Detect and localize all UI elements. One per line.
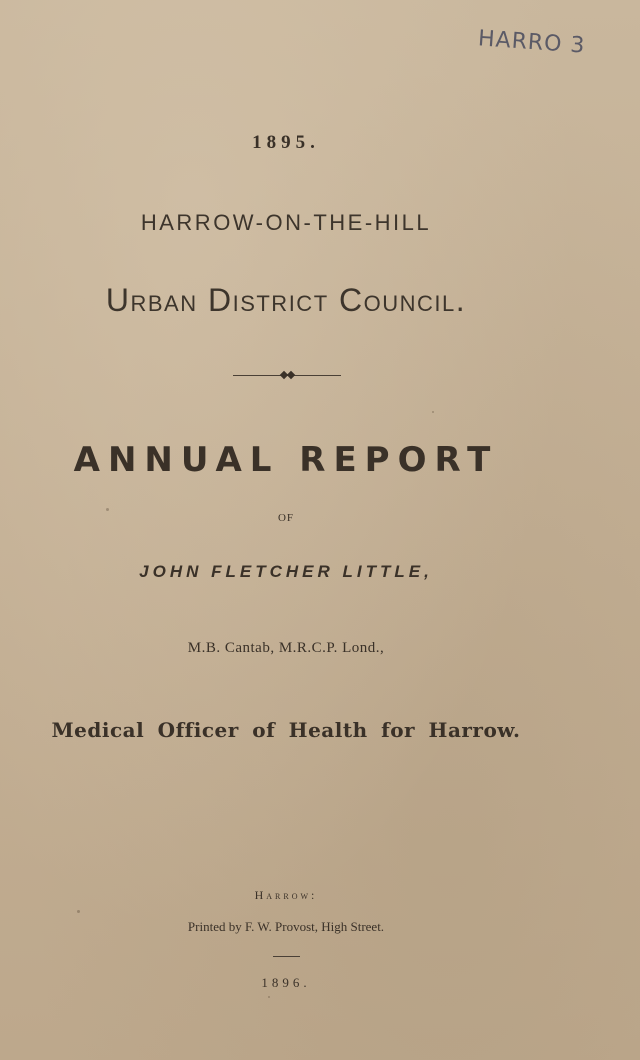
diamond-ornament-icon [287,371,295,379]
imprint-place: Harrow: [254,888,318,902]
paper-speck [432,411,434,413]
author-qualifications: M.B. Cantab, M.R.C.P. Lond., [187,640,385,656]
paper-speck [268,996,270,998]
report-year: 1895. [252,132,320,153]
authority-heading: Urban District Council. [105,282,467,318]
imprint-year: 1896. [261,975,311,990]
paper-speck [77,910,80,913]
imprint-printer: Printed by F. W. Provost, High Street. [187,919,385,934]
archive-reference-mark: HARRO 3 [477,26,587,59]
imprint-rule [273,956,300,957]
author-name: JOHN FLETCHER LITTLE, [139,562,433,581]
ornamental-divider [233,374,341,377]
paper-speck [106,508,109,511]
author-role: Medical Officer of Health for Harrow. [51,718,521,742]
report-title: ANNUAL REPORT [73,440,499,480]
of-connector: OF [277,512,295,524]
place-heading: HARROW-ON-THE-HILL [140,210,432,235]
